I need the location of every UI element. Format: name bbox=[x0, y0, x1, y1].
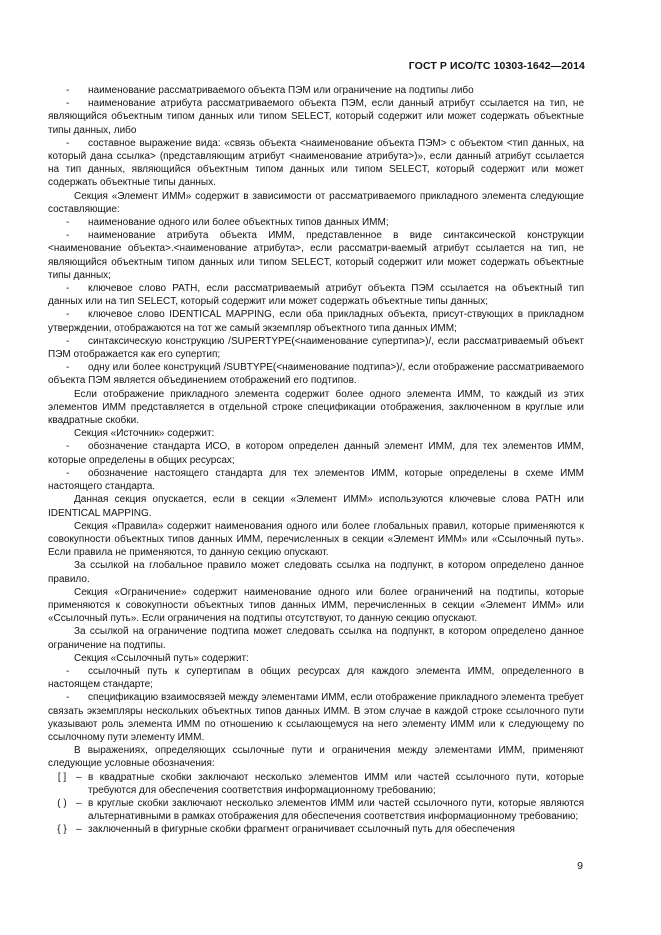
dash-item: - наименование атрибута рассматриваемого объекта ПЭМ, если данный атрибут ссылается на тип, не являющийся объектным типом данных или типом SELECT, который содержит или может содержать объектные типы данных, либо bbox=[48, 98, 584, 136]
item-text: ключевое слово PATH, если рассматриваемый атрибут объекта ПЭМ ссылается на объектный тип данных или на тип SELECT, который содержит или может содержать объектные типы данных; bbox=[48, 283, 584, 308]
dash-item: - наименование рассматриваемого объекта ПЭМ или ограничение на подтипы либо bbox=[66, 85, 474, 96]
document-header: ГОСТ Р ИСО/ТС 10303-1642—2014 bbox=[408, 60, 585, 72]
dash-item: - ссылочный путь к супертипам в общих ресурсах для каждого элемента ИММ, определенного в настоящем стандарте; bbox=[48, 665, 584, 691]
paragraph: За ссылкой на ограничение подтипа может следовать ссылка на подпункт, в котором определено данное ограничение на подтипы. bbox=[48, 626, 584, 651]
item-text: обозначение стандарта ИСО, в котором определен данный элемент ИММ, для тех элементов ИММ, которые определены в общих ресурсах; bbox=[48, 441, 584, 466]
paragraph: Секция «Элемент ИММ» содержит в зависимости от рассматриваемого прикладного элемента следующие составляющие: bbox=[48, 190, 584, 215]
paragraph: За ссылкой на глобальное правило может следовать ссылка на подпункт, в котором определено данное правило. bbox=[48, 560, 584, 585]
item-text: ключевое слово IDENTICAL MAPPING, если оба прикладных объекта, присут-ствующих в прикладном утверждении, отображаются на тот же самый экземпляр объектного типа данных ИММ; bbox=[48, 309, 584, 334]
paragraph: Секция «Ограничение» содержит наименование одного или более ограничений на подтипы, которые применяются к совокупности объектных типов данных ИММ, перечисленных в секции «Элемент ИММ» или «Ссылочный путь». Если ограничения на подтипы отсутствуют, то данную секцию опускают. bbox=[48, 586, 584, 625]
item-text: наименование атрибута объекта ИММ, представленное в виде синтаксической конструкции <наименование объекта>.<наименование атрибута>, если рассматри-ваемый атрибут ссылается на тип, не являющийся объектным типом данных или типом SELECT, который содержит или может содержать объектные типы данных; bbox=[48, 230, 584, 281]
item-text: одну или более конструкций /SUBTYPE(<наименование подтипа>)/, если отображение рассматриваемого объекта ПЭМ является объединением отображений его подтипов. bbox=[48, 362, 584, 387]
item-text: наименование одного или более объектных типов данных ИММ; bbox=[88, 217, 389, 229]
paragraph: Если отображение прикладного элемента содержит более одного элемента ИММ, то каждый из этих элементов ИММ представляется в отдельной строке спецификации отображения, заключенном в круглые или квадратные скобки. bbox=[48, 388, 584, 427]
legend-item: { } – заключенный в фигурные скобки фрагмент ограничивает ссылочный путь для обеспечения bbox=[48, 823, 584, 836]
dash-item: - наименование одного или более объектных типов данных ИММ; bbox=[66, 217, 389, 229]
item-text: синтаксическую конструкцию /SUPERTYPE(<наименование супертипа>)/, если рассматриваемый объект ПЭМ отображается как его супертип; bbox=[48, 335, 584, 361]
legend-item: [ ] – в квадратные скобки заключают несколько элементов ИММ или частей ссылочного пути, которые требуются для обеспечения соответствия информационному требованию; bbox=[48, 771, 584, 797]
dash-item: - спецификацию взаимосвязей между элементами ИММ, если отображение прикладного элемента требует связать экземпляры нескольких объектных типов данных ИММ. В этом случае в каждой строке ссылочного пути указывают роль элемента ИММ по отношению к ссылающемуся на него элементу ИММ или к следующему по ссылочному пути элементу ИММ. bbox=[48, 692, 584, 743]
dash-item: - обозначение стандарта ИСО, в котором определен данный элемент ИММ, для тех элементов ИММ, которые определены в общих ресурсах; bbox=[48, 441, 584, 466]
legend-text: заключенный в фигурные скобки фрагмент ограничивает ссылочный путь для обеспечения bbox=[88, 824, 515, 836]
paragraph: В выражениях, определяющих ссылочные пути и ограничения между элементами ИММ, применяют следующие условные обозначения: bbox=[48, 745, 584, 770]
dash-item: - ключевое слово PATH, если рассматриваемый атрибут объекта ПЭМ ссылается на объектный тип данных или на тип SELECT, который содержит или может содержать объектные типы данных; bbox=[48, 283, 584, 308]
document-body bbox=[48, 84, 584, 837]
dash-item: - обозначение настоящего стандарта для тех элементов ИММ, которые определены в схеме ИММ настоящего стандарта. bbox=[48, 467, 584, 493]
item-text: обозначение настоящего стандарта для тех элементов ИММ, которые определены в схеме ИММ настоящего стандарта. bbox=[48, 467, 584, 493]
item-text: составное выражение вида: «связь объекта <наименование объекта ПЭМ> с объектом <тип данных, на который дана ссылка> (представляющим атрибут <наименование атрибута>)», если данный атрибут ссылается на тип данных, являющийся объектным типом данных или типом SELECT, который содержит или может содержать объектные типы данных. bbox=[48, 137, 584, 189]
legend-symbol: [ ] bbox=[57, 771, 67, 783]
item-text: наименование атрибута рассматриваемого объекта ПЭМ, если данный атрибут ссылается на тип, не являющийся объектным типом данных или типом SELECT, который содержит или может содержать объектные типы данных, либо bbox=[48, 98, 584, 136]
dash-item: - одну или более конструкций /SUBTYPE(<наименование подтипа>)/, если отображение рассматриваемого объекта ПЭМ является объединением отображений его подтипов. bbox=[48, 362, 584, 387]
legend-item: ( ) – в круглые скобки заключают несколько элементов ИММ или частей ссылочного пути, которые являются альтернативными в рамках отображения для обеспечения соответствия информационному требованию; bbox=[48, 797, 584, 823]
item-text: наименование рассматриваемого объекта ПЭМ или ограничение на подтипы либо bbox=[88, 85, 474, 96]
paragraph: Секция «Правила» содержит наименования одного или более глобальных правил, которые применяются к совокупности объектных типов данных ИММ, перечисленных в секции «Элемент ИММ» или «Ссылочный путь». Если правила не применяются, то данную секцию опускают. bbox=[48, 520, 584, 559]
paragraph: Данная секция опускается, если в секции «Элемент ИММ» используются ключевые слова PATH или IDENTICAL MAPPING. bbox=[48, 494, 584, 519]
legend-symbol: ( ) bbox=[57, 797, 67, 809]
dash-item: - составное выражение вида: «связь объекта <наименование объекта ПЭМ> с объектом <тип данных, на который дана ссылка> (представляющим атрибут <наименование атрибута>)», если данный атрибут ссылается на тип данных, являющийся объектным типом данных или типом SELECT, который содержит или может содержать объектные типы данных. bbox=[48, 137, 584, 189]
legend-text: в круглые скобки заключают несколько элементов ИММ или частей ссылочного пути, которые являются альтернативными в рамках отображения для обеспечения соответствия информационному требованию; bbox=[88, 797, 584, 823]
page-number: 9 bbox=[577, 860, 583, 872]
dash-item: - ключевое слово IDENTICAL MAPPING, если оба прикладных объекта, присут-ствующих в прикладном утверждении, отображаются на тот же самый экземпляр объектного типа данных ИММ; bbox=[48, 309, 584, 334]
legend-text: в квадратные скобки заключают несколько элементов ИММ или частей ссылочного пути, которые требуются для обеспечения соответствия информационному требованию; bbox=[88, 771, 584, 796]
paragraph: Секция «Источник» содержит: bbox=[74, 428, 215, 440]
legend-symbol: { } bbox=[57, 824, 67, 836]
item-text: спецификацию взаимосвязей между элементами ИММ, если отображение прикладного элемента требует связать экземпляры нескольких объектных типов данных ИММ. В этом случае в каждой строке ссылочного пути указывают роль элемента ИММ по отношению к ссылающемуся на него элементу ИММ или к следующему по ссылочному пути элементу ИММ. bbox=[48, 692, 584, 743]
paragraph: Секция «Ссылочный путь» содержит: bbox=[74, 652, 249, 664]
dash-item: - наименование атрибута объекта ИММ, представленное в виде синтаксической конструкции <наименование объекта>.<наименование атрибута>, если рассматри-ваемый атрибут ссылается на тип, не являющийся объектным типом данных или типом SELECT, который содержит или может содержать объектные типы данных; bbox=[48, 230, 584, 281]
item-text: ссылочный путь к супертипам в общих ресурсах для каждого элемента ИММ, определенного в настоящем стандарте; bbox=[48, 665, 584, 691]
dash-item: - синтаксическую конструкцию /SUPERTYPE(<наименование супертипа>)/, если рассматриваемый объект ПЭМ отображается как его супертип; bbox=[48, 335, 584, 361]
